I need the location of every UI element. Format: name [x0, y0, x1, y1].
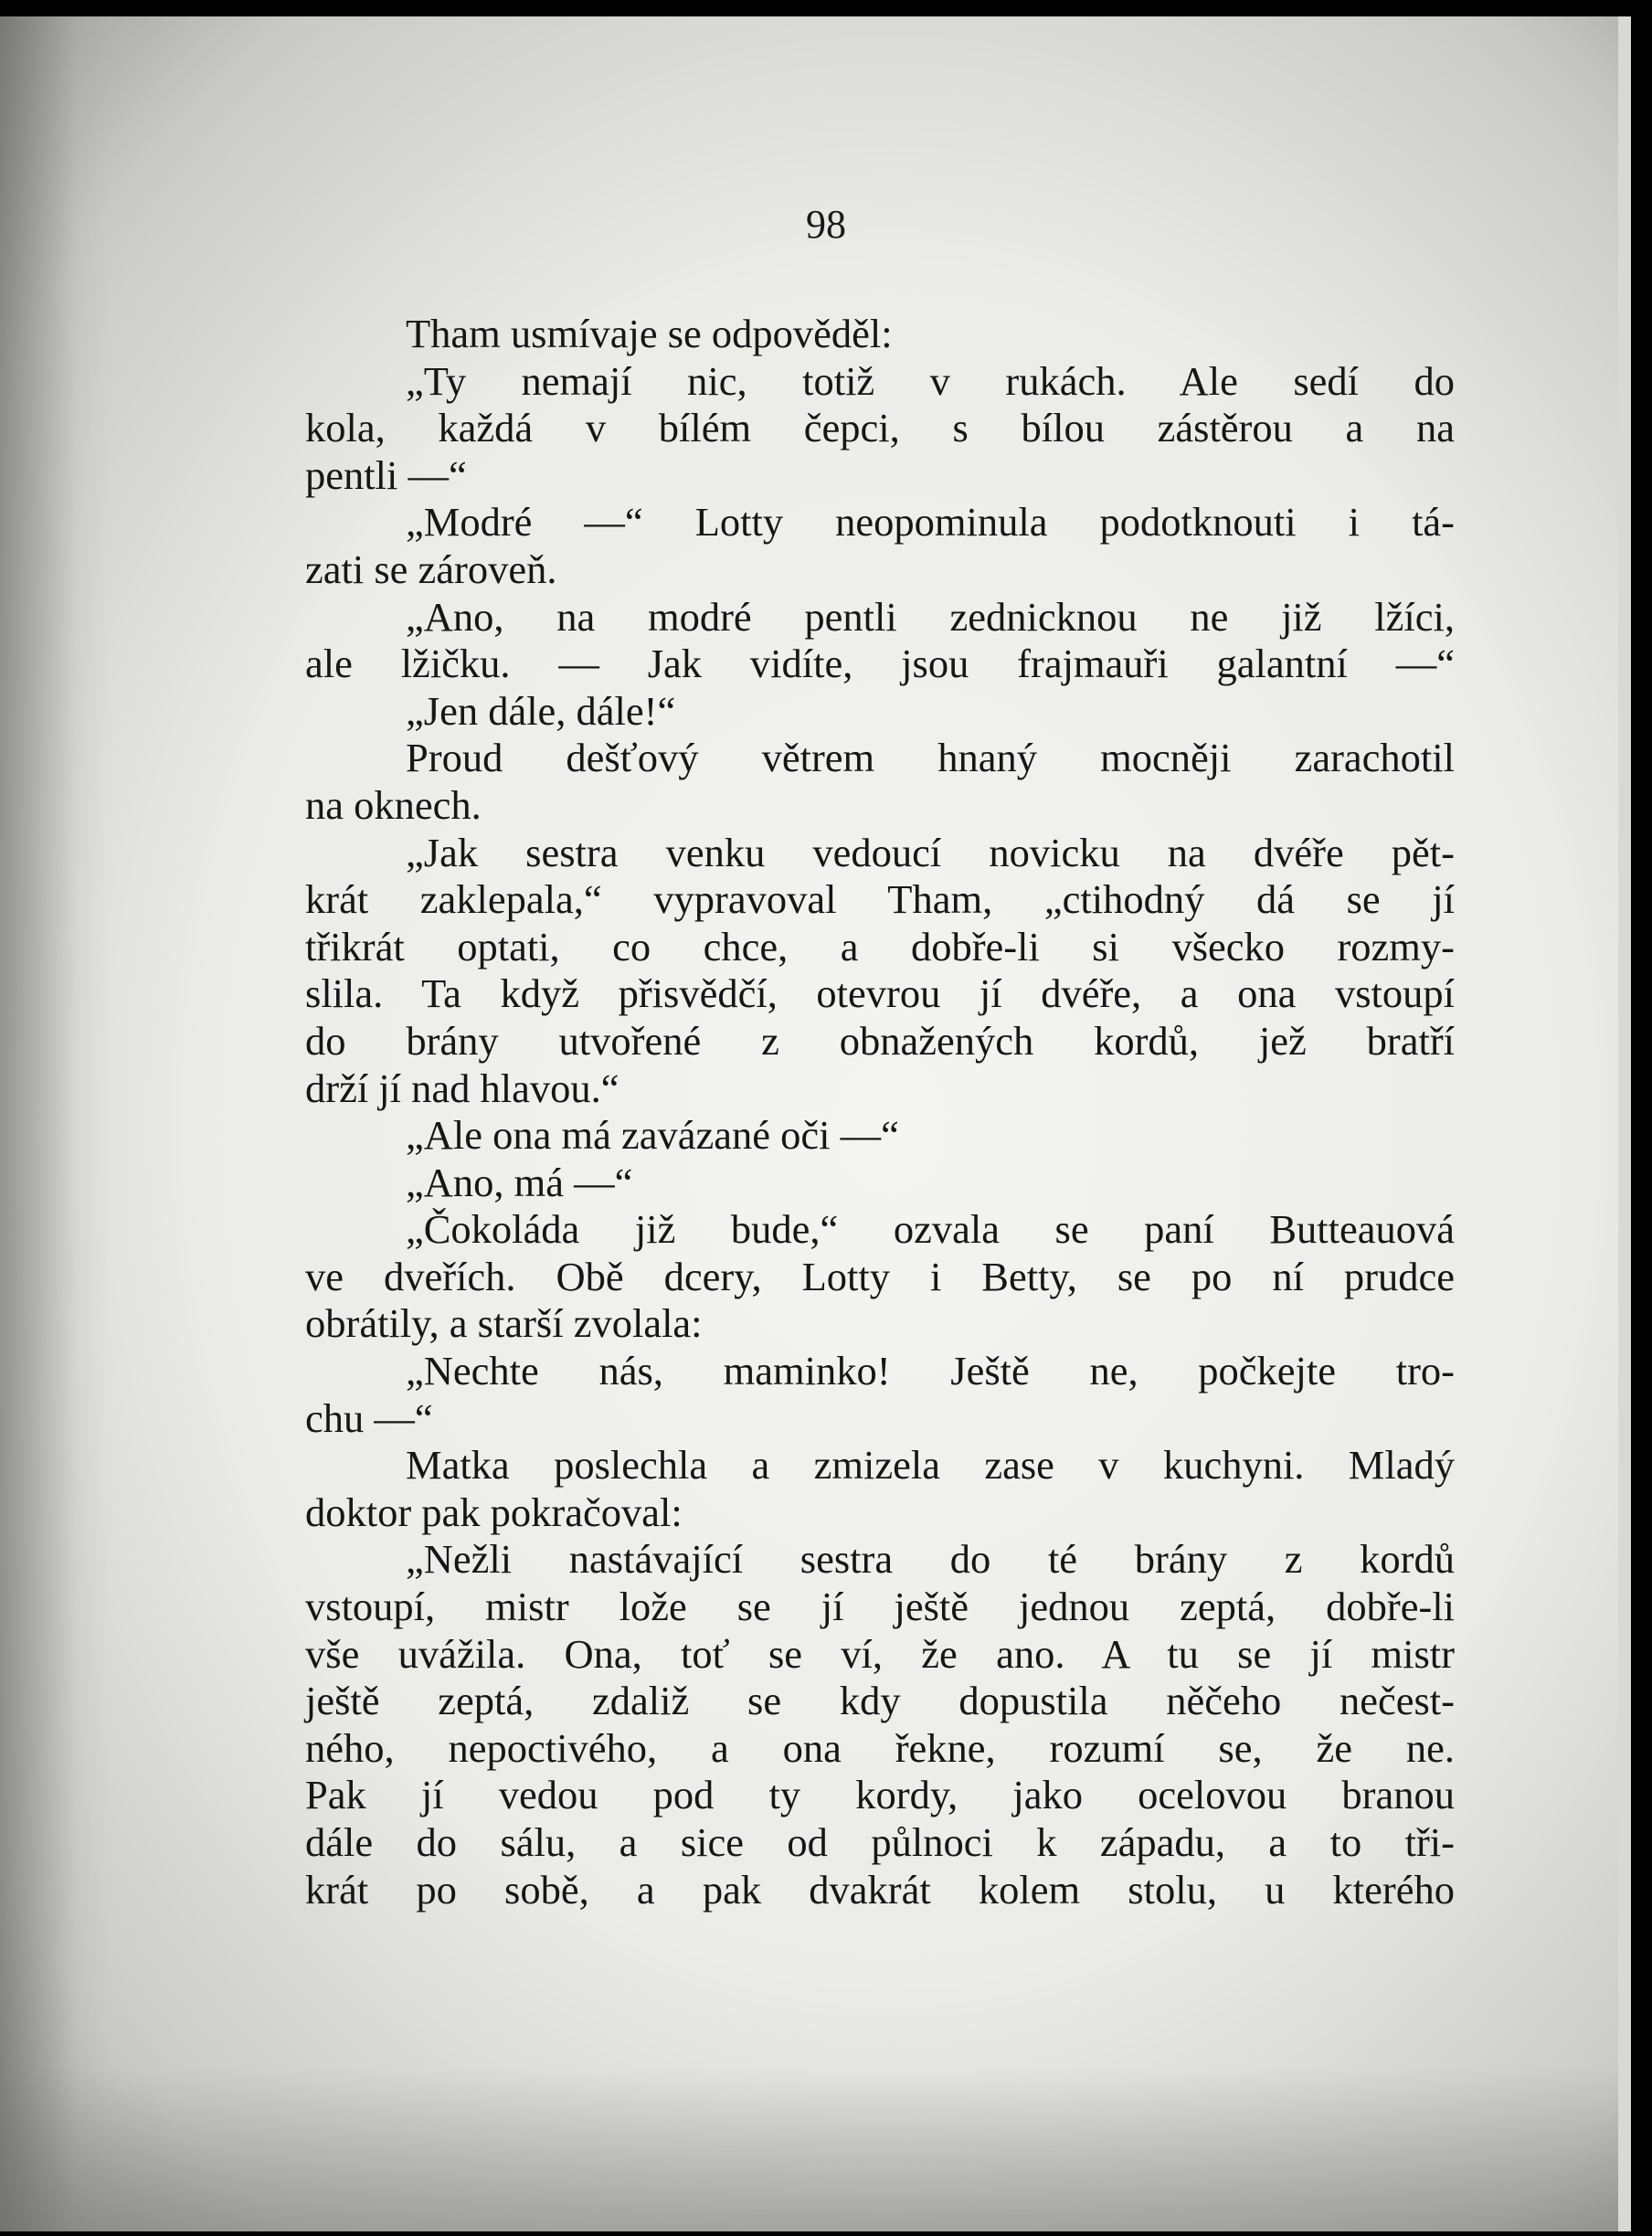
text-line: zati se zároveň.: [305, 546, 557, 592]
text-line: slila. Ta když přisvědčí, otevrou jí dvéře, a ona vstoupí: [305, 970, 1455, 1017]
text-line: třikrát optati, co chce, a dobře-li si všecko rozmy-: [305, 923, 1455, 970]
text-line: „Ale ona má zavázané oči —“: [406, 1112, 899, 1159]
text-line: ale lžičku. — Jak vidíte, jsou frajmauři galantní —“: [305, 641, 1455, 687]
text-line: doktor pak pokračoval:: [305, 1489, 683, 1535]
page-number: 98: [806, 202, 846, 247]
text-line: drží jí nad hlavou.“: [305, 1065, 620, 1111]
text-line: vstoupí, mistr lože se jí ještě jednou zeptá, dobře-li: [305, 1584, 1455, 1630]
page-edge-shadow: [0, 16, 110, 2231]
text-line: dále do sálu, a sice od půlnoci k západu, a to tři-: [305, 1819, 1455, 1865]
text-line: „Čokoláda již bude,“ ozvala se paní Butteauová: [406, 1206, 1455, 1253]
body-text: [305, 311, 1455, 1913]
text-line: „Nechte nás, maminko! Ještě ne, počkejte tro-: [406, 1348, 1455, 1394]
text-line: Pak jí vedou pod ty kordy, jako ocelovou branou: [305, 1772, 1455, 1818]
text-line: Matka poslechla a zmizela zase v kuchyni. Mladý: [406, 1442, 1455, 1489]
text-line: chu —“: [305, 1394, 433, 1441]
text-line: Proud dešťový větrem hnaný mocněji zarachotil: [406, 735, 1455, 781]
text-line: Tham usmívaje se odpověděl:: [406, 311, 893, 356]
text-line: „Jen dále, dále!“: [406, 687, 676, 734]
text-line: vše uvážila. Ona, toť se ví, že ano. A tu se jí mistr: [305, 1630, 1455, 1677]
text-line: na oknech.: [305, 781, 482, 828]
text-line: pentli —“: [305, 451, 467, 498]
text-line: „Ano, má —“: [406, 1159, 633, 1205]
text-line: „Nežli nastávající sestra do té brány z kordů: [406, 1536, 1455, 1583]
text-line: krát zaklepala,“ vypravoval Tham, „ctihodný dá se jí: [305, 876, 1455, 923]
text-line: do brány utvořené z obnažených kordů, jež bratří: [305, 1017, 1455, 1064]
text-line: „Jak sestra venku vedoucí novicku na dvéře pět-: [406, 829, 1455, 875]
text-line: ného, nepoctivého, a ona řekne, rozumí se, že ne.: [305, 1724, 1455, 1771]
text-line: kola, každá v bílém čepci, s bílou zástěrou a na: [305, 405, 1455, 451]
text-line: „Ty nemají nic, totiž v rukách. Ale sedí do: [406, 357, 1455, 404]
text-line: ještě zeptá, zdaliž se kdy dopustila něčeho nečest-: [305, 1678, 1455, 1724]
text-line: ve dveřích. Obě dcery, Lotty i Betty, se po ní prudce: [305, 1253, 1455, 1299]
text-line: „Ano, na modré pentli zednicknou ne již lžíci,: [406, 593, 1455, 640]
page-bottom-shadow: [0, 2067, 1618, 2231]
text-line: obrátily, a starší zvolala:: [305, 1300, 703, 1347]
text-line: „Modré —“ Lotty neopominula podotknouti i tá-: [406, 499, 1455, 546]
text-line: krát po sobě, a pak dvakrát kolem stolu, u kterého: [305, 1866, 1455, 1913]
